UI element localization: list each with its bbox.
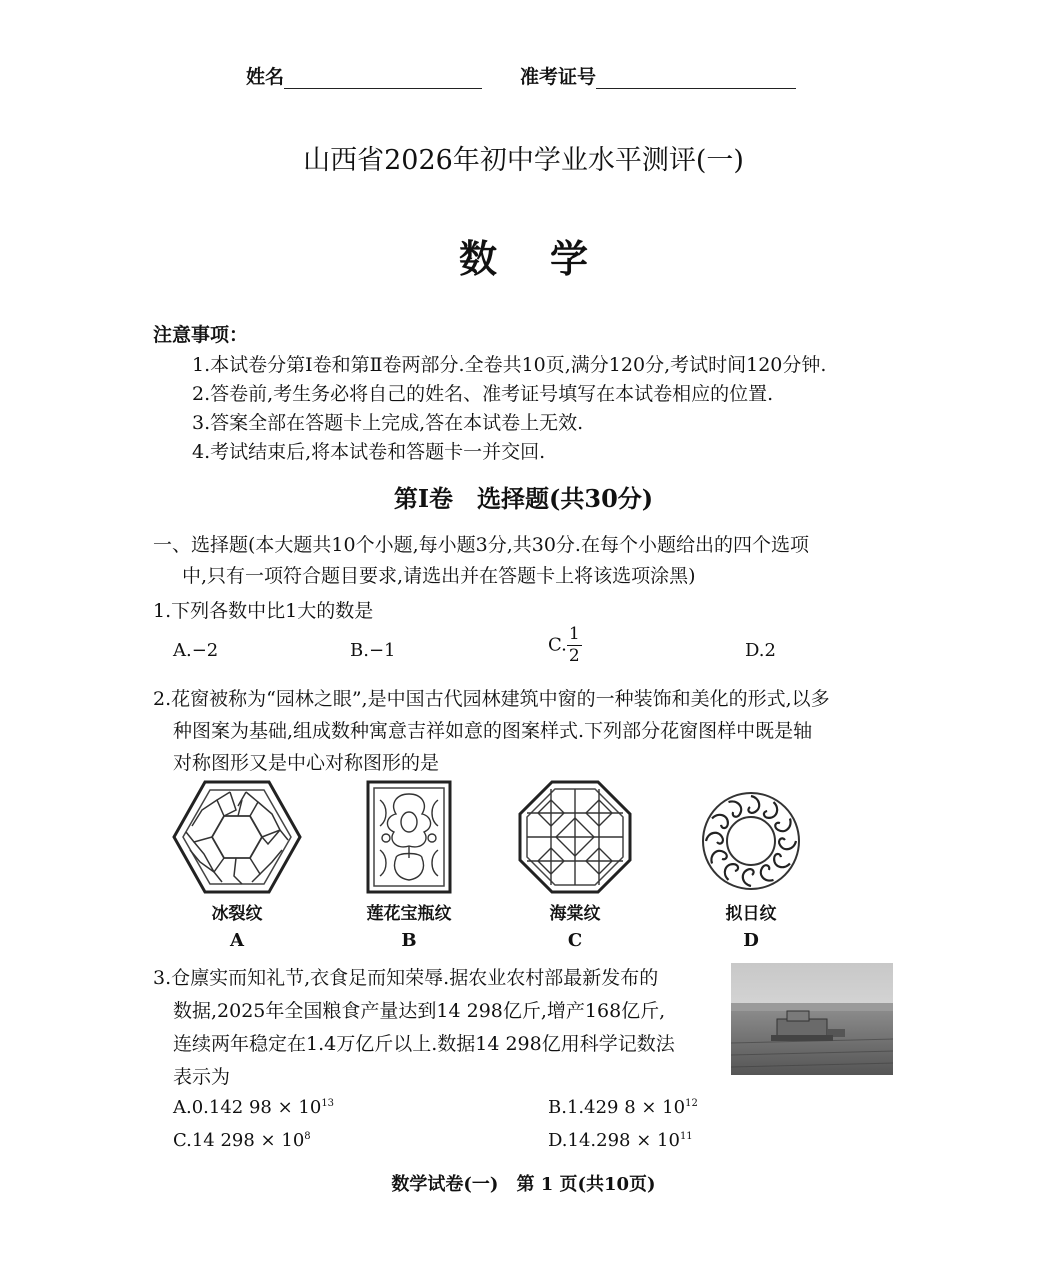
q1-option-a[interactable]: A.−2 bbox=[173, 640, 219, 661]
q3-option-b[interactable] bbox=[548, 1097, 698, 1118]
q3-line: 表示为 bbox=[173, 1066, 231, 1088]
q3-line: 3.仓廪实而知礼节,衣食足而知荣辱.据农业农村部最新发布的 bbox=[153, 967, 659, 989]
figure-c-caption: 海棠纹 bbox=[549, 904, 601, 924]
q2-line: 2.花窗被称为“园林之眼”,是中国古代园林建筑中窗的一种装饰和美化的形式,以多 bbox=[153, 688, 830, 710]
ticket-label: 准考证号 bbox=[520, 66, 597, 88]
sun-pattern-window-figure bbox=[700, 790, 802, 892]
ticket-label-row bbox=[520, 62, 796, 89]
lotus-vase-window-figure bbox=[366, 780, 452, 894]
notes-heading: 注意事项： bbox=[153, 324, 249, 346]
q1-option-b[interactable]: B.−1 bbox=[350, 640, 396, 661]
harvester-photo bbox=[731, 963, 893, 1075]
note-item: 2.答卷前,考生务必将自己的姓名、准考证号填写在本试卷相应的位置. bbox=[192, 383, 774, 405]
name-field[interactable] bbox=[284, 66, 482, 89]
figure-a-caption: 冰裂纹 bbox=[211, 904, 263, 924]
note-item: 3.答案全部在答题卡上完成,答在本试卷上无效. bbox=[192, 412, 584, 434]
q1-stem: 1.下列各数中比1大的数是 bbox=[153, 600, 374, 622]
exponent: 8 bbox=[304, 1131, 311, 1142]
q3-option-c-base: C.14 298 × 10 bbox=[173, 1130, 305, 1151]
q2-line: 种图案为基础,组成数种寓意吉祥如意的图案样式.下列部分花窗图样中既是轴 bbox=[173, 720, 813, 742]
q1-option-d[interactable]: D.2 bbox=[745, 640, 776, 661]
name-label: 姓名 bbox=[246, 66, 285, 88]
figure-d-caption: 拟日纹 bbox=[725, 904, 777, 924]
fraction bbox=[567, 626, 582, 665]
q3-option-c[interactable] bbox=[173, 1130, 311, 1151]
figure-b-caption: 莲花宝瓶纹 bbox=[366, 904, 452, 924]
q3-line: 连续两年稳定在1.4万亿斤以上.数据14 298亿用科学记数法 bbox=[173, 1033, 675, 1055]
exponent: 13 bbox=[321, 1098, 335, 1109]
q1-option-c-prefix: C. bbox=[548, 634, 567, 656]
figure-b-option[interactable]: B bbox=[401, 930, 417, 951]
q2-line: 对称图形又是中心对称图形的是 bbox=[173, 752, 440, 774]
figure-c-option[interactable]: C bbox=[567, 930, 583, 951]
note-item: 1.本试卷分第Ⅰ卷和第Ⅱ卷两部分.全卷共10页,满分120分,考试时间120分钟. bbox=[192, 354, 827, 376]
section1-line2: 中,只有一项符合题目要求,请选出并在答题卡上将该选项涂黑) bbox=[182, 565, 696, 587]
note-item: 4.考试结束后,将本试卷和答题卡一并交回. bbox=[192, 441, 546, 463]
q3-option-b-base: B.1.429 8 × 10 bbox=[548, 1097, 686, 1118]
fraction-numerator: 1 bbox=[568, 624, 580, 644]
part1-title: 第Ⅰ卷 选择题(共30分) bbox=[393, 484, 654, 513]
exponent: 11 bbox=[679, 1131, 693, 1142]
ice-crack-window-figure bbox=[172, 780, 302, 894]
fraction-denominator: 2 bbox=[568, 646, 580, 666]
page-footer: 数学试卷(一) 第 1 页(共10页) bbox=[391, 1174, 656, 1195]
q3-option-a[interactable] bbox=[173, 1097, 334, 1118]
q3-line: 数据,2025年全国粮食产量达到14 298亿斤,增产168亿斤, bbox=[173, 1000, 666, 1022]
q1-option-c[interactable] bbox=[548, 626, 582, 665]
ticket-number-field[interactable] bbox=[596, 66, 796, 89]
crabapple-window-figure bbox=[518, 780, 632, 894]
name-label-row bbox=[246, 62, 482, 89]
q3-option-d-base: D.14.298 × 10 bbox=[548, 1130, 680, 1151]
section1-line1: 一、选择题(本大题共10个小题,每小题3分,共30分.在每个小题给出的四个选项 bbox=[153, 534, 809, 556]
q3-option-d[interactable] bbox=[548, 1130, 693, 1151]
exponent: 12 bbox=[685, 1098, 698, 1109]
subject-title: 数 学 bbox=[459, 236, 588, 281]
exam-title: 山西省2026年初中学业水平测评(一) bbox=[303, 145, 744, 176]
figure-d-option[interactable]: D bbox=[743, 930, 759, 951]
figure-a-option[interactable]: A bbox=[230, 930, 244, 951]
q3-option-a-base: A.0.142 98 × 10 bbox=[173, 1097, 322, 1118]
